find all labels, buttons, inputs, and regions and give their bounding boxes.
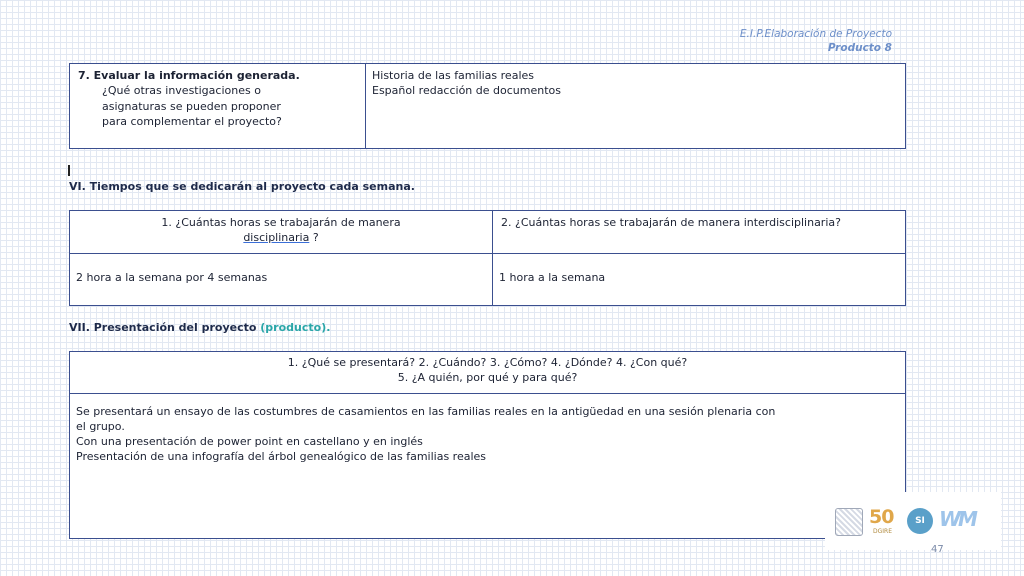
section-vii-title-highlight: (producto).	[260, 321, 331, 334]
evaluation-table	[69, 63, 906, 149]
disciplinary-question-cell	[70, 211, 493, 254]
evaluation-title: 7. Evaluar la información generada.	[78, 69, 300, 82]
fifty-years-logo: 50	[869, 506, 894, 528]
interdisciplinary-question-cell	[493, 211, 906, 254]
interdisciplinary-answer: 1 hora a la semana	[499, 271, 606, 284]
presentation-question-cell	[70, 352, 906, 394]
section-vii-title-text: VII. Presentación del proyecto	[69, 321, 261, 334]
section-vi-title: VI. Tiempos que se dedicarán al proyecto cada semana.	[69, 180, 415, 193]
disciplinary-answer-cell	[70, 254, 493, 306]
evaluation-question-line-1: ¿Qué otras investigaciones o	[102, 84, 261, 97]
time-table	[69, 210, 906, 306]
document-header	[740, 27, 892, 55]
evaluation-question-cell	[70, 64, 366, 149]
evaluation-answer-cell	[366, 64, 906, 149]
evaluation-answer-line-1: Historia de las familias reales	[372, 69, 534, 82]
presentation-table	[69, 351, 906, 539]
presentation-answer-line-4: Presentación de una infografía del árbol genealógico de las familias reales	[76, 450, 487, 463]
fifty-years-logo-sub: DGIRE	[873, 528, 892, 535]
evaluation-question-line-3: para complementar el proyecto?	[102, 115, 282, 128]
interdisciplinary-question: 2. ¿Cuántas horas se trabajarán de manera interdisciplinaria?	[501, 216, 841, 229]
presentation-answer-line-2: el grupo.	[76, 420, 125, 433]
disciplinary-term: disciplinaria	[243, 231, 310, 244]
presentation-answer-line-1: Se presentará un ensayo de las costumbres de casamientos en las familias reales en la antigüedad en una sesión plenaria con	[76, 405, 776, 418]
section-vii-title	[69, 321, 330, 334]
header-title: E.I.P.Elaboración de Proyecto	[739, 28, 892, 40]
presentation-answer-line-3: Con una presentación de power point en castellano y en inglés	[76, 435, 423, 448]
text-cursor	[68, 165, 70, 176]
presentation-question-line-2: 5. ¿A quién, por qué y para qué?	[397, 371, 578, 384]
wm-logo: WM	[939, 507, 975, 531]
si-logo: SI	[907, 508, 933, 534]
evaluation-answer-line-2: Español redacción de documentos	[372, 84, 561, 97]
disciplinary-question-prefix: 1. ¿Cuántas horas se trabajarán de manera	[161, 216, 401, 229]
logo-strip	[825, 492, 1001, 550]
page-number: 47	[931, 544, 944, 555]
interdisciplinary-answer-cell	[493, 254, 906, 306]
disciplinary-answer: 2 hora a la semana por 4 semanas	[76, 271, 268, 284]
evaluation-question-line-2: asignaturas se pueden proponer	[102, 99, 281, 113]
presentation-question-line-1: 1. ¿Qué se presentará? 2. ¿Cuándo? 3. ¿Cómo? 4. ¿Dónde? 4. ¿Con qué?	[287, 356, 688, 369]
header-product: Producto 8	[827, 42, 892, 54]
disciplinary-question-suffix: ?	[309, 231, 319, 244]
presentation-answer-cell	[70, 394, 906, 539]
unam-seal-icon	[835, 508, 863, 536]
